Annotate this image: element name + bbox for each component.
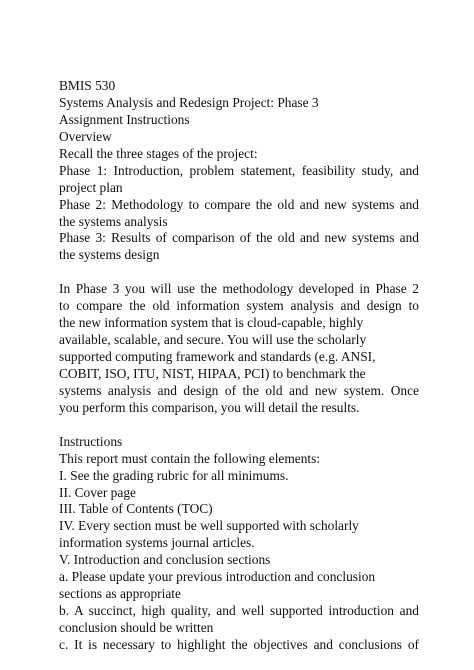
document-body (59, 78, 419, 654)
paragraph-line: to compare the old information system analysis and design to (59, 298, 419, 314)
paragraph-spacer (59, 264, 419, 281)
phase3-line1: Phase 3: Results of comparison of the old and new systems and (59, 230, 419, 246)
paragraph-line: the new information system that is cloud-capable, highly (59, 315, 364, 331)
overview-intro: Recall the three stages of the project: (59, 145, 258, 161)
paragraph-line: supported computing framework and standards (e.g. ANSI, (59, 349, 376, 364)
paragraph-line: In Phase 3 you will use the methodology developed in Phase 2 (59, 281, 419, 297)
instruction-item: IV. Every section must be well supported with scholarly (59, 518, 359, 534)
instruction-item: I. See the grading rubric for all minimums. (59, 467, 289, 483)
phase2-line1: Phase 2: Methodology to compare the old and new systems and (59, 196, 419, 212)
phase3-line2: the systems design (59, 247, 160, 263)
project-title: Systems Analysis and Redesign Project: Phase 3 (59, 94, 319, 110)
instruction-subitem: a. Please update your previous introduction and conclusion (59, 569, 376, 585)
paragraph-line: systems analysis and design of the old and new system. Once (59, 382, 419, 398)
instruction-subitem-continued: sections as appropriate (59, 586, 181, 602)
instructions-intro: This report must contain the following elements: (59, 450, 321, 466)
overview-heading: Overview (59, 128, 112, 144)
instruction-subitem: c. It is necessary to highlight the objectives and conclusions of (59, 636, 419, 652)
instruction-subitem: b. A succinct, high quality, and well supported introduction and (59, 603, 419, 619)
paragraph-line: available, scalable, and secure. You will use the scholarly (59, 332, 367, 348)
instruction-subitem-continued: conclusion should be written (59, 620, 214, 635)
instruction-item: III. Table of Contents (TOC) (59, 501, 213, 517)
instruction-item: II. Cover page (59, 484, 136, 500)
course-code: BMIS 530 (59, 78, 116, 93)
document-type: Assignment Instructions (59, 111, 190, 127)
phase1-line1: Phase 1: Introduction, problem statement, feasibility study, and (59, 162, 419, 178)
section-spacer (59, 417, 419, 434)
phase2-line2: the systems analysis (59, 213, 168, 229)
paragraph-line: COBIT, ISO, ITU, NIST, HIPAA, PCI) to benchmark the (59, 365, 366, 381)
phase1-line2: project plan (59, 179, 123, 195)
instructions-heading: Instructions (59, 433, 123, 449)
instruction-item-continued: information systems journal articles. (59, 535, 255, 551)
instruction-item: V. Introduction and conclusion sections (59, 552, 271, 568)
paragraph-line: you perform this comparison, you will detail the results. (59, 399, 360, 415)
